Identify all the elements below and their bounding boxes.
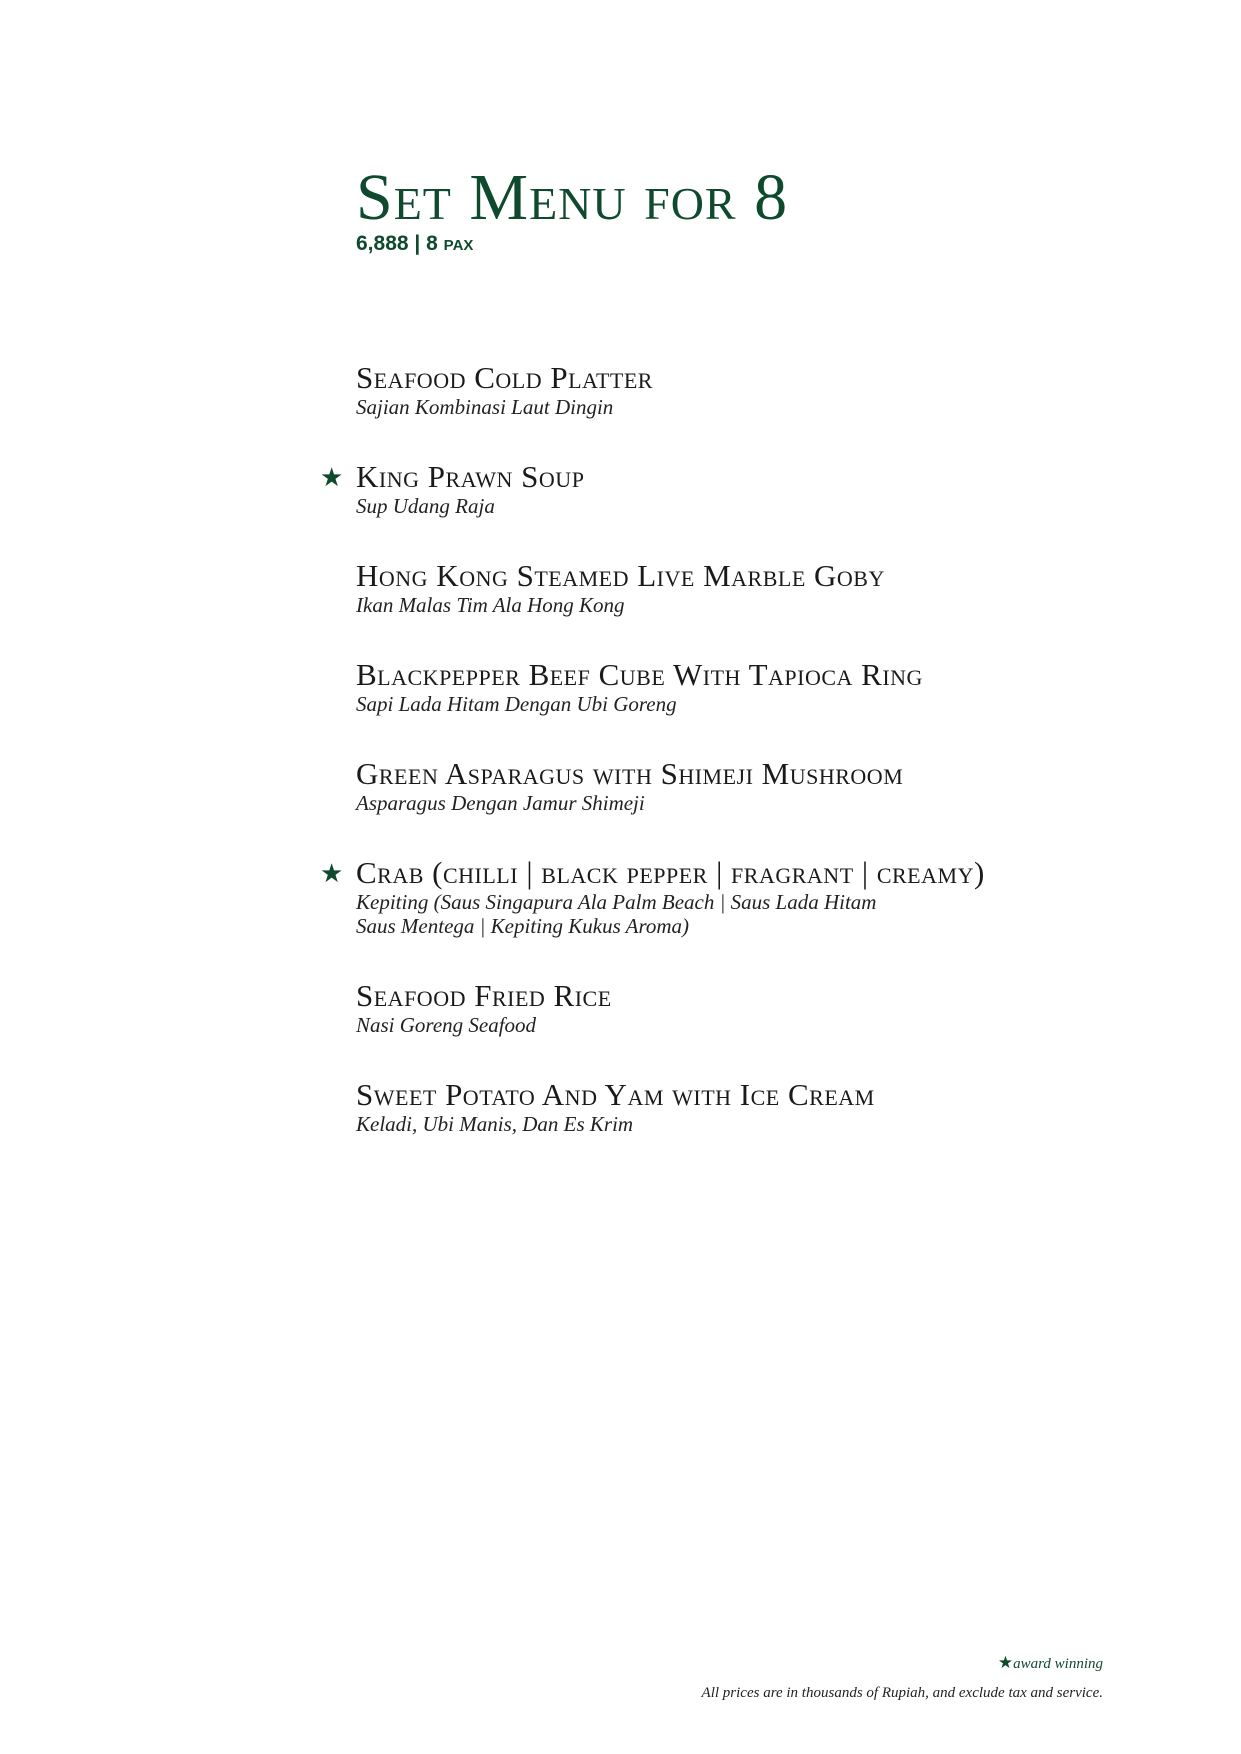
menu-item — [356, 1078, 1216, 1136]
menu-item-translation: Asparagus Dengan Jamur Shimeji — [356, 791, 645, 815]
menu-item-translation: Sapi Lada Hitam Dengan Ubi Goreng — [356, 692, 677, 716]
menu-item-name: King Prawn Soup — [356, 459, 585, 494]
menu-header — [356, 162, 788, 256]
price-line — [356, 232, 788, 256]
price: 6,888 — [356, 232, 409, 255]
menu-item-name: Crab (chilli | black pepper | fragrant | creamy) — [356, 855, 985, 890]
menu-item — [320, 459, 1216, 518]
star-icon: ★ — [320, 859, 344, 889]
menu-item-translation-line2: Saus Mentega | Kepiting Kukus Aroma) — [356, 914, 689, 938]
menu-item-name: Blackpepper Beef Cube With Tapioca Ring — [356, 657, 923, 692]
pax-count: 8 — [426, 232, 438, 255]
menu-item-translation: Sajian Kombinasi Laut Dingin — [356, 395, 614, 419]
menu-item — [356, 361, 1216, 419]
menu-list — [320, 360, 1216, 1177]
menu-item — [356, 979, 1216, 1037]
star-icon: ★ — [997, 1653, 1014, 1673]
menu-item-translation: Sup Udang Raja — [356, 494, 495, 518]
pax-label: PAX — [443, 237, 474, 254]
menu-item — [356, 757, 1216, 815]
menu-item-translation: Nasi Goreng Seafood — [356, 1013, 537, 1037]
star-icon: ★ — [320, 463, 344, 493]
award-label: award winning — [1013, 1656, 1103, 1672]
menu-item — [356, 559, 1216, 617]
menu-item-translation: Keladi, Ubi Manis, Dan Es Krim — [356, 1112, 634, 1136]
award-legend — [702, 1653, 1103, 1673]
price-separator: | — [414, 232, 421, 255]
menu-item-translation: Kepiting (Saus Singapura Ala Palm Beach | Saus Lada Hitam — [356, 890, 877, 914]
menu-item — [356, 658, 1216, 716]
menu-item-name: Seafood Fried Rice — [356, 978, 612, 1013]
footer — [702, 1653, 1103, 1702]
menu-item-name: Seafood Cold Platter — [356, 360, 653, 395]
menu-item-name: Hong Kong Steamed Live Marble Goby — [356, 558, 885, 593]
page-title: Set Menu for 8 — [356, 161, 789, 234]
price-note: All prices are in thousands of Rupiah, and exclude tax and service. — [701, 1685, 1103, 1701]
menu-item-name: Sweet Potato And Yam with Ice Cream — [356, 1077, 875, 1112]
menu-item — [320, 855, 1216, 938]
menu-item-name: Green Asparagus with Shimeji Mushroom — [356, 756, 904, 791]
menu-item-translation: Ikan Malas Tim Ala Hong Kong — [356, 593, 625, 617]
